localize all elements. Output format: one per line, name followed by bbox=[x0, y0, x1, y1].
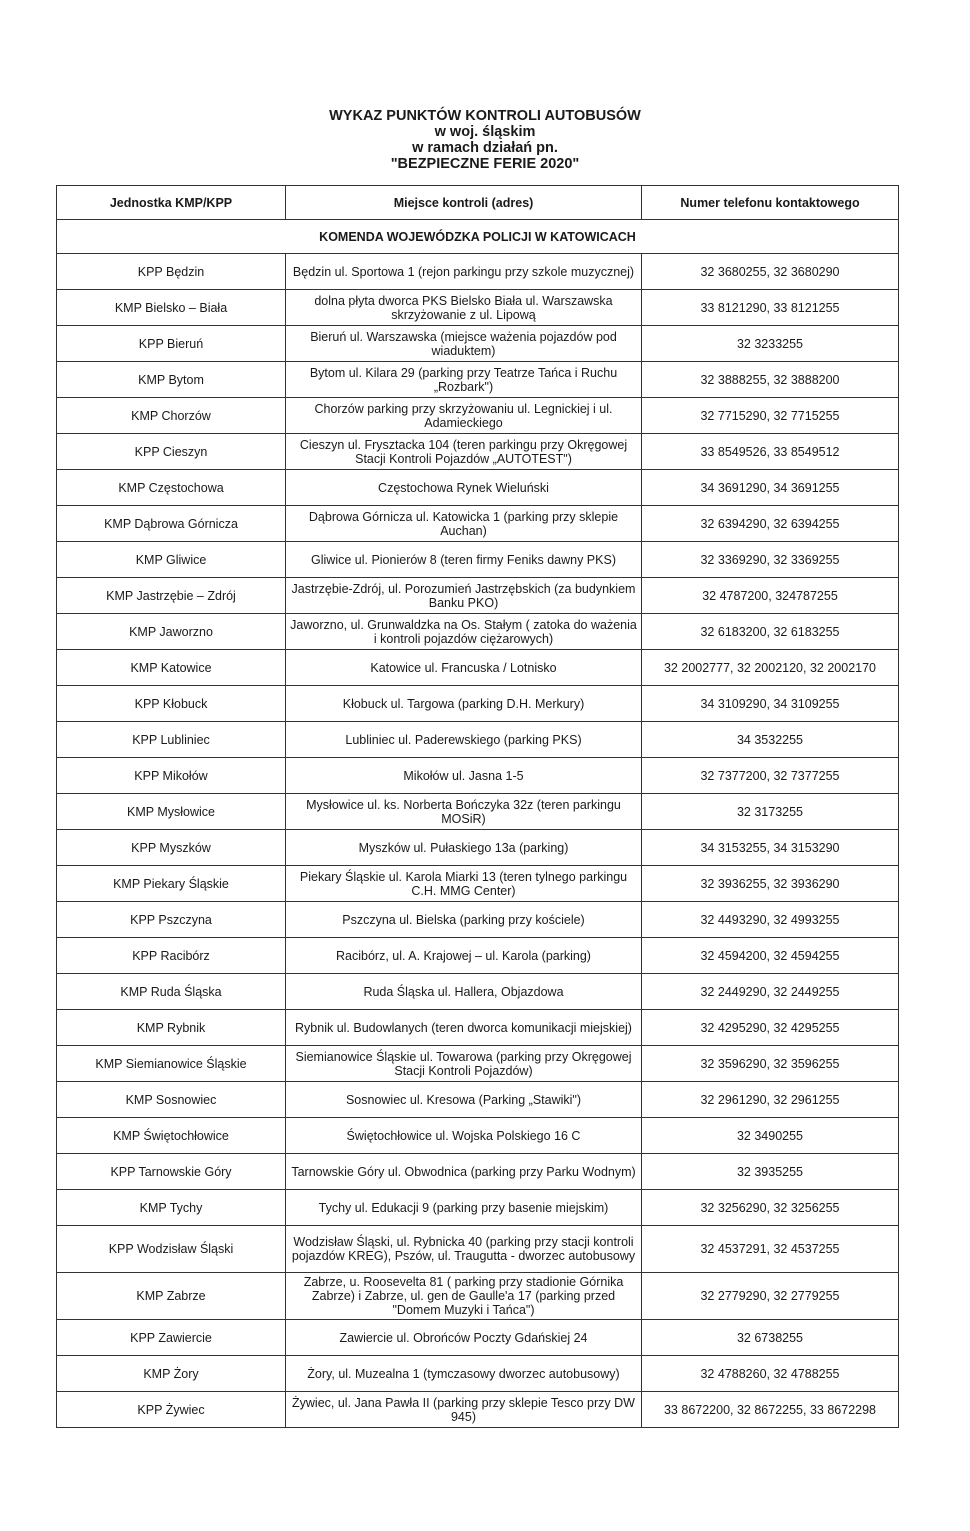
place-cell: Będzin ul. Sportowa 1 (rejon parkingu przy szkole muzycznej) bbox=[286, 254, 642, 290]
place-cell: Tychy ul. Edukacji 9 (parking przy basenie miejskim) bbox=[286, 1190, 642, 1226]
unit-cell: KPP Tarnowskie Góry bbox=[57, 1154, 286, 1190]
section-title: KOMENDA WOJEWÓDZKA POLICJI W KATOWICACH bbox=[57, 220, 899, 254]
phone-cell: 32 2449290, 32 2449255 bbox=[642, 974, 899, 1010]
phone-cell: 32 3173255 bbox=[642, 794, 899, 830]
unit-cell: KMP Mysłowice bbox=[57, 794, 286, 830]
unit-cell: KPP Żywiec bbox=[57, 1392, 286, 1428]
table-row bbox=[57, 434, 899, 470]
place-cell: Cieszyn ul. Frysztacka 104 (teren parkingu przy Okręgowej Stacji Kontroli Pojazdów „AUTOTEST") bbox=[286, 434, 642, 470]
table-row bbox=[57, 974, 899, 1010]
phone-cell: 33 8121290, 33 8121255 bbox=[642, 290, 899, 326]
table-row bbox=[57, 722, 899, 758]
table-row bbox=[57, 938, 899, 974]
unit-cell: KMP Chorzów bbox=[57, 398, 286, 434]
table-row bbox=[57, 866, 899, 902]
table-row bbox=[57, 1046, 899, 1082]
phone-cell: 32 2002777, 32 2002120, 32 2002170 bbox=[642, 650, 899, 686]
place-cell: Kłobuck ul. Targowa (parking D.H. Merkury) bbox=[286, 686, 642, 722]
table-row bbox=[57, 830, 899, 866]
phone-cell: 32 2779290, 32 2779255 bbox=[642, 1273, 899, 1320]
table-row bbox=[57, 326, 899, 362]
table-row bbox=[57, 794, 899, 830]
table-row bbox=[57, 1082, 899, 1118]
phone-cell: 32 7715290, 32 7715255 bbox=[642, 398, 899, 434]
header-place: Miejsce kontroli (adres) bbox=[286, 186, 642, 220]
unit-cell: KMP Jaworzno bbox=[57, 614, 286, 650]
document-title bbox=[0, 108, 970, 172]
table-row bbox=[57, 254, 899, 290]
phone-cell: 32 4537291, 32 4537255 bbox=[642, 1226, 899, 1273]
unit-cell: KMP Bielsko – Biała bbox=[57, 290, 286, 326]
unit-cell: KMP Jastrzębie – Zdrój bbox=[57, 578, 286, 614]
table-row bbox=[57, 362, 899, 398]
unit-cell: KMP Sosnowiec bbox=[57, 1082, 286, 1118]
header-phone: Numer telefonu kontaktowego bbox=[642, 186, 899, 220]
place-cell: Rybnik ul. Budowlanych (teren dworca komunikacji miejskiej) bbox=[286, 1010, 642, 1046]
unit-cell: KPP Myszków bbox=[57, 830, 286, 866]
place-cell: Myszków ul. Pułaskiego 13a (parking) bbox=[286, 830, 642, 866]
phone-cell: 32 2961290, 32 2961255 bbox=[642, 1082, 899, 1118]
phone-cell: 32 3888255, 32 3888200 bbox=[642, 362, 899, 398]
place-cell: Ruda Śląska ul. Hallera, Objazdowa bbox=[286, 974, 642, 1010]
phone-cell: 34 3109290, 34 3109255 bbox=[642, 686, 899, 722]
unit-cell: KPP Lubliniec bbox=[57, 722, 286, 758]
unit-cell: KMP Bytom bbox=[57, 362, 286, 398]
unit-cell: KMP Piekary Śląskie bbox=[57, 866, 286, 902]
unit-cell: KPP Mikołów bbox=[57, 758, 286, 794]
table-row bbox=[57, 1356, 899, 1392]
unit-cell: KMP Katowice bbox=[57, 650, 286, 686]
control-points-table bbox=[56, 185, 899, 1428]
place-cell: Bytom ul. Kilara 29 (parking przy Teatrze Tańca i Ruchu „Rozbark") bbox=[286, 362, 642, 398]
place-cell: Częstochowa Rynek Wieluński bbox=[286, 470, 642, 506]
phone-cell: 32 3936255, 32 3936290 bbox=[642, 866, 899, 902]
phone-cell: 32 3256290, 32 3256255 bbox=[642, 1190, 899, 1226]
table-row bbox=[57, 398, 899, 434]
unit-cell: KMP Zabrze bbox=[57, 1273, 286, 1320]
title-line-3: w ramach działań pn. bbox=[412, 140, 558, 156]
place-cell: Żywiec, ul. Jana Pawła II (parking przy sklepie Tesco przy DW 945) bbox=[286, 1392, 642, 1428]
place-cell: Jastrzębie-Zdrój, ul. Porozumień Jastrzębskich (za budynkiem Banku PKO) bbox=[286, 578, 642, 614]
phone-cell: 32 6183200, 32 6183255 bbox=[642, 614, 899, 650]
table-row bbox=[57, 1392, 899, 1428]
unit-cell: KPP Wodzisław Śląski bbox=[57, 1226, 286, 1273]
phone-cell: 32 3935255 bbox=[642, 1154, 899, 1190]
phone-cell: 32 3233255 bbox=[642, 326, 899, 362]
unit-cell: KMP Tychy bbox=[57, 1190, 286, 1226]
place-cell: Zabrze, u. Roosevelta 81 ( parking przy stadionie Górnika Zabrze) i Zabrze, ul. gen de Gaulle'a 17 (parking przed "Domem Muzyki i Tańca") bbox=[286, 1273, 642, 1320]
place-cell: Wodzisław Śląski, ul. Rybnicka 40 (parking przy stacji kontroli pojazdów KREG), Pszów, ul. Traugutta - dworzec autobusowy bbox=[286, 1226, 642, 1273]
header-unit: Jednostka KMP/KPP bbox=[57, 186, 286, 220]
place-cell: Chorzów parking przy skrzyżowaniu ul. Legnickiej i ul. Adamieckiego bbox=[286, 398, 642, 434]
unit-cell: KMP Żory bbox=[57, 1356, 286, 1392]
phone-cell: 32 4788260, 32 4788255 bbox=[642, 1356, 899, 1392]
phone-cell: 32 6738255 bbox=[642, 1320, 899, 1356]
unit-cell: KMP Rybnik bbox=[57, 1010, 286, 1046]
unit-cell: KPP Bieruń bbox=[57, 326, 286, 362]
table-row bbox=[57, 1154, 899, 1190]
table-row bbox=[57, 758, 899, 794]
phone-cell: 34 3532255 bbox=[642, 722, 899, 758]
place-cell: Żory, ul. Muzealna 1 (tymczasowy dworzec autobusowy) bbox=[286, 1356, 642, 1392]
title-line-4: "BEZPIECZNE FERIE 2020" bbox=[390, 156, 580, 172]
table-header-row bbox=[57, 186, 899, 220]
table-row bbox=[57, 1010, 899, 1046]
table-row bbox=[57, 614, 899, 650]
place-cell: Katowice ul. Francuska / Lotnisko bbox=[286, 650, 642, 686]
phone-cell: 32 4594200, 32 4594255 bbox=[642, 938, 899, 974]
place-cell: Piekary Śląskie ul. Karola Miarki 13 (teren tylnego parkingu C.H. MMG Center) bbox=[286, 866, 642, 902]
place-cell: Świętochłowice ul. Wojska Polskiego 16 C bbox=[286, 1118, 642, 1154]
place-cell: Dąbrowa Górnicza ul. Katowicka 1 (parking przy sklepie Auchan) bbox=[286, 506, 642, 542]
table-row bbox=[57, 290, 899, 326]
phone-cell: 32 6394290, 32 6394255 bbox=[642, 506, 899, 542]
unit-cell: KMP Świętochłowice bbox=[57, 1118, 286, 1154]
unit-cell: KMP Siemianowice Śląskie bbox=[57, 1046, 286, 1082]
table-row bbox=[57, 470, 899, 506]
unit-cell: KPP Racibórz bbox=[57, 938, 286, 974]
place-cell: Tarnowskie Góry ul. Obwodnica (parking przy Parku Wodnym) bbox=[286, 1154, 642, 1190]
unit-cell: KPP Pszczyna bbox=[57, 902, 286, 938]
table-row bbox=[57, 1190, 899, 1226]
unit-cell: KPP Kłobuck bbox=[57, 686, 286, 722]
table-row bbox=[57, 1273, 899, 1320]
phone-cell: 32 4295290, 32 4295255 bbox=[642, 1010, 899, 1046]
place-cell: Lubliniec ul. Paderewskiego (parking PKS) bbox=[286, 722, 642, 758]
place-cell: Jaworzno, ul. Grunwaldzka na Os. Stałym ( zatoka do ważenia i kontroli pojazdów ciężarowych) bbox=[286, 614, 642, 650]
place-cell: Mikołów ul. Jasna 1-5 bbox=[286, 758, 642, 794]
phone-cell: 32 3490255 bbox=[642, 1118, 899, 1154]
place-cell: Pszczyna ul. Bielska (parking przy kościele) bbox=[286, 902, 642, 938]
place-cell: Bieruń ul. Warszawska (miejsce ważenia pojazdów pod wiaduktem) bbox=[286, 326, 642, 362]
unit-cell: KMP Gliwice bbox=[57, 542, 286, 578]
unit-cell: KPP Zawiercie bbox=[57, 1320, 286, 1356]
place-cell: Mysłowice ul. ks. Norberta Bończyka 32z (teren parkingu MOSiR) bbox=[286, 794, 642, 830]
unit-cell: KPP Będzin bbox=[57, 254, 286, 290]
table-row bbox=[57, 542, 899, 578]
table-row bbox=[57, 578, 899, 614]
phone-cell: 32 7377200, 32 7377255 bbox=[642, 758, 899, 794]
place-cell: Zawiercie ul. Obrońców Poczty Gdańskiej 24 bbox=[286, 1320, 642, 1356]
unit-cell: KMP Dąbrowa Górnicza bbox=[57, 506, 286, 542]
place-cell: Siemianowice Śląskie ul. Towarowa (parking przy Okręgowej Stacji Kontroli Pojazdów) bbox=[286, 1046, 642, 1082]
phone-cell: 32 4493290, 32 4993255 bbox=[642, 902, 899, 938]
phone-cell: 33 8672200, 32 8672255, 33 8672298 bbox=[642, 1392, 899, 1428]
table-row bbox=[57, 902, 899, 938]
table-row bbox=[57, 686, 899, 722]
phone-cell: 32 4787200, 324787255 bbox=[642, 578, 899, 614]
table-row bbox=[57, 1320, 899, 1356]
place-cell: Sosnowiec ul. Kresowa (Parking „Stawiki") bbox=[286, 1082, 642, 1118]
unit-cell: KMP Częstochowa bbox=[57, 470, 286, 506]
section-row bbox=[57, 220, 899, 254]
phone-cell: 32 3680255, 32 3680290 bbox=[642, 254, 899, 290]
phone-cell: 32 3596290, 32 3596255 bbox=[642, 1046, 899, 1082]
phone-cell: 32 3369290, 32 3369255 bbox=[642, 542, 899, 578]
title-line-1: WYKAZ PUNKTÓW KONTROLI AUTOBUSÓW bbox=[329, 108, 641, 124]
unit-cell: KPP Cieszyn bbox=[57, 434, 286, 470]
place-cell: dolna płyta dworca PKS Bielsko Biała ul. Warszawska skrzyżowanie z ul. Lipową bbox=[286, 290, 642, 326]
title-line-2: w woj. śląskim bbox=[434, 124, 536, 140]
table-row bbox=[57, 1226, 899, 1273]
place-cell: Racibórz, ul. A. Krajowej – ul. Karola (parking) bbox=[286, 938, 642, 974]
unit-cell: KMP Ruda Śląska bbox=[57, 974, 286, 1010]
phone-cell: 34 3153255, 34 3153290 bbox=[642, 830, 899, 866]
table-row bbox=[57, 506, 899, 542]
place-cell: Gliwice ul. Pionierów 8 (teren firmy Feniks dawny PKS) bbox=[286, 542, 642, 578]
phone-cell: 33 8549526, 33 8549512 bbox=[642, 434, 899, 470]
table-row bbox=[57, 650, 899, 686]
table-row bbox=[57, 1118, 899, 1154]
phone-cell: 34 3691290, 34 3691255 bbox=[642, 470, 899, 506]
